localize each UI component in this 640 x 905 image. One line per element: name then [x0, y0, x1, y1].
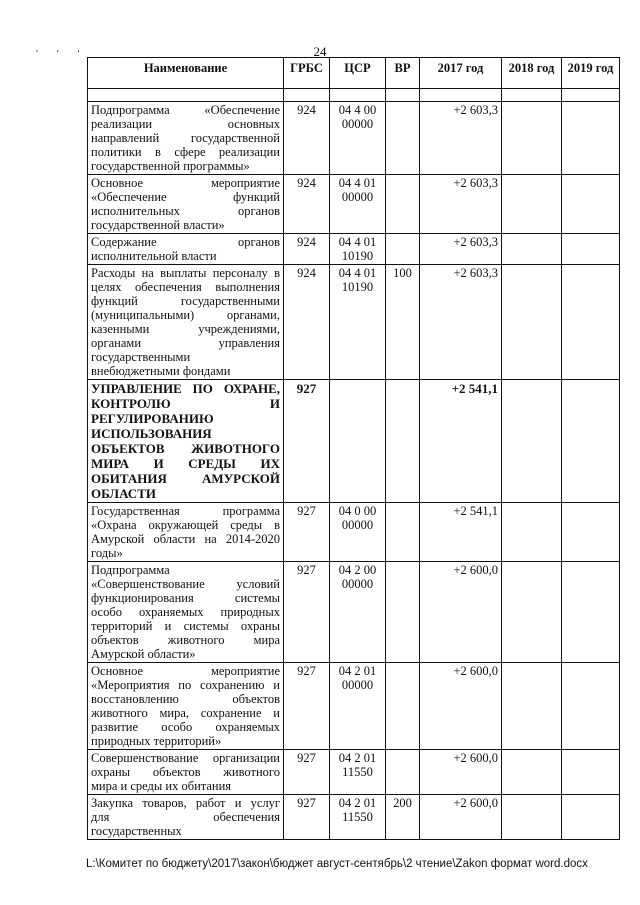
row-name-line: органами управления	[91, 336, 280, 350]
table-row	[88, 503, 620, 562]
row-csr-part: 04 2 01	[338, 751, 377, 765]
row-name-line: развитие особо охраняемых	[91, 720, 280, 734]
row-name-line: исполнительных органов	[91, 204, 280, 218]
table-row	[88, 265, 620, 380]
row-name	[88, 503, 284, 562]
header-grbs: ГРБС	[284, 58, 330, 89]
row-2017: +2 600,0	[420, 795, 502, 840]
table-row	[88, 380, 620, 503]
budget-table	[87, 57, 620, 840]
row-name-line: государственной программы»	[91, 159, 250, 173]
row-name-line: Государственная программа	[91, 504, 280, 518]
row-name-line: функционирования системы	[91, 591, 280, 605]
table-body	[88, 89, 620, 840]
row-csr-part: 00000	[341, 190, 374, 204]
row-grbs: 924	[284, 265, 330, 380]
row-name-line: внебюджетными фондами	[91, 364, 231, 378]
row-vr	[386, 102, 420, 175]
row-name-line: исполнительной власти	[91, 249, 217, 263]
row-csr-part: 00000	[341, 518, 374, 532]
row-2018	[502, 750, 562, 795]
row-name-line: «Совершенствование условий	[91, 577, 280, 591]
row-csr	[330, 663, 386, 750]
row-name-line: УПРАВЛЕНИЕ ПО ОХРАНЕ,	[91, 381, 280, 396]
row-2017: +2 541,1	[420, 380, 502, 503]
row-name-line: «Мероприятия по сохранению и	[91, 678, 280, 692]
row-grbs: 927	[284, 380, 330, 503]
row-csr-part: 04 0 00	[338, 504, 377, 518]
row-csr-part: 11550	[342, 810, 373, 824]
row-name-line: государственных	[91, 824, 182, 838]
row-name-line: особо охраняемых природных	[91, 605, 280, 619]
row-2019	[562, 663, 620, 750]
row-name	[88, 175, 284, 234]
row-csr-part: 11550	[342, 765, 373, 779]
row-name-line: реализации основных	[91, 117, 280, 131]
row-name-line: Закупка товаров, работ и услуг	[91, 796, 280, 810]
row-name-line: животного мира, сохранение и	[91, 706, 280, 720]
row-name	[88, 663, 284, 750]
header-2018: 2018 год	[502, 58, 562, 89]
row-grbs: 924	[284, 102, 330, 175]
row-2018	[502, 663, 562, 750]
row-2018	[502, 795, 562, 840]
row-vr	[386, 234, 420, 265]
row-name	[88, 234, 284, 265]
row-csr	[330, 562, 386, 663]
row-name-line: (муниципальными) органами,	[91, 308, 280, 322]
row-2019	[562, 102, 620, 175]
row-name-line: КОНТРОЛЮ И	[91, 396, 280, 411]
row-2017: +2 541,1	[420, 503, 502, 562]
row-name-line: Расходы на выплаты персоналу в	[91, 266, 280, 280]
row-csr	[330, 380, 386, 503]
row-csr	[330, 234, 386, 265]
row-name-line: ОБЛАСТИ	[91, 486, 156, 501]
row-2017: +2 600,0	[420, 663, 502, 750]
row-csr-part: 10190	[341, 280, 374, 294]
row-name-line: «Обеспечение функций	[91, 190, 280, 204]
row-csr-part: 00000	[341, 678, 374, 692]
row-csr-part: 04 4 01	[338, 235, 377, 249]
row-2017: +2 600,0	[420, 562, 502, 663]
table-row	[88, 102, 620, 175]
row-csr-part: 04 2 01	[338, 664, 377, 678]
row-name-line: Основное мероприятие	[91, 664, 280, 678]
row-name-line: казенными учреждениями,	[91, 322, 280, 336]
row-2019	[562, 562, 620, 663]
row-2018	[502, 503, 562, 562]
row-name	[88, 562, 284, 663]
header-csr: ЦСР	[330, 58, 386, 89]
row-name-line: объектов животного мира	[91, 633, 280, 647]
spacer-row	[88, 89, 620, 102]
row-csr	[330, 750, 386, 795]
row-name-line: ОБИТАНИЯ АМУРСКОЙ	[91, 471, 280, 486]
table-row	[88, 795, 620, 840]
row-2018	[502, 234, 562, 265]
row-name-line: РЕГУЛИРОВАНИЮ	[91, 411, 214, 426]
header-vr: ВР	[386, 58, 420, 89]
page-number: 24	[313, 44, 327, 59]
row-name-line: Амурской области»	[91, 647, 196, 661]
row-csr	[330, 795, 386, 840]
row-name	[88, 102, 284, 175]
table-row	[88, 750, 620, 795]
row-csr-part: 04 4 00	[338, 103, 377, 117]
row-2018	[502, 175, 562, 234]
row-2017: +2 603,3	[420, 234, 502, 265]
row-2019	[562, 503, 620, 562]
row-2018	[502, 380, 562, 503]
row-name-line: природных территорий»	[91, 734, 222, 748]
row-2017: +2 603,3	[420, 102, 502, 175]
row-2019	[562, 175, 620, 234]
row-csr	[330, 503, 386, 562]
row-name-line: государственными	[91, 350, 191, 364]
row-2018	[502, 102, 562, 175]
row-2019	[562, 234, 620, 265]
table-header-row	[88, 58, 620, 89]
row-name-line: ИСПОЛЬЗОВАНИЯ	[91, 426, 212, 441]
header-name: Наименование	[88, 58, 284, 89]
row-grbs: 924	[284, 234, 330, 265]
table-row	[88, 562, 620, 663]
row-2018	[502, 562, 562, 663]
row-name-line: Основное мероприятие	[91, 176, 280, 190]
row-csr-part: 04 4 01	[338, 176, 377, 190]
row-name-line: мира и среды их обитания	[91, 779, 232, 793]
row-grbs: 927	[284, 562, 330, 663]
row-csr-part: 04 2 00	[338, 563, 377, 577]
table-row	[88, 234, 620, 265]
row-name-line: МИРА И СРЕДЫ ИХ	[91, 456, 280, 471]
row-grbs: 924	[284, 175, 330, 234]
row-name	[88, 265, 284, 380]
row-name-line: «Охрана окружающей среды в	[91, 518, 280, 532]
row-name-line: территорий и системы охраны	[91, 619, 280, 633]
row-name-line: целях обеспечения выполнения	[91, 280, 280, 294]
table-row	[88, 663, 620, 750]
row-csr-part: 04 4 01	[338, 266, 377, 280]
row-csr	[330, 102, 386, 175]
row-name	[88, 380, 284, 503]
row-vr	[386, 562, 420, 663]
row-csr-part: 00000	[341, 117, 374, 131]
row-2017: +2 603,3	[420, 265, 502, 380]
row-grbs: 927	[284, 795, 330, 840]
row-csr-part: 00000	[341, 577, 374, 591]
row-csr	[330, 265, 386, 380]
header-2019: 2019 год	[562, 58, 620, 89]
row-name-line: восстановлению объектов	[91, 692, 280, 706]
row-vr	[386, 175, 420, 234]
table-row	[88, 175, 620, 234]
row-csr-part: 10190	[341, 249, 374, 263]
row-vr	[386, 380, 420, 503]
row-name-line: годы»	[91, 546, 123, 560]
row-vr: 200	[386, 795, 420, 840]
row-csr-part: 04 2 01	[338, 796, 377, 810]
row-name-line: Подпрограмма «Обеспечение	[91, 103, 280, 117]
row-name-line: Совершенствование организации	[91, 751, 280, 765]
row-name-line: ОБЪЕКТОВ ЖИВОТНОГО	[91, 441, 280, 456]
row-name	[88, 750, 284, 795]
row-name-line: направлений государственной	[91, 131, 280, 145]
row-2017: +2 600,0	[420, 750, 502, 795]
row-name-line: политики в сфере реализации	[91, 145, 280, 159]
row-name-line: охраны объектов животного	[91, 765, 280, 779]
row-2019	[562, 795, 620, 840]
row-grbs: 927	[284, 663, 330, 750]
row-name-line: Содержание органов	[91, 235, 280, 249]
row-2019	[562, 265, 620, 380]
row-2018	[502, 265, 562, 380]
margin-marks: ' ' '	[36, 48, 88, 60]
row-name-line: государственной власти»	[91, 218, 225, 232]
row-vr: 100	[386, 265, 420, 380]
row-name-line: Амурской области на 2014-2020	[91, 532, 280, 546]
row-vr	[386, 663, 420, 750]
row-2019	[562, 750, 620, 795]
row-2019	[562, 380, 620, 503]
row-grbs: 927	[284, 750, 330, 795]
row-vr	[386, 503, 420, 562]
row-csr	[330, 175, 386, 234]
header-2017: 2017 год	[420, 58, 502, 89]
row-grbs: 927	[284, 503, 330, 562]
row-vr	[386, 750, 420, 795]
row-name-line: Подпрограмма	[91, 563, 170, 577]
row-name-line: для обеспечения	[91, 810, 280, 824]
row-name-line: функций государственными	[91, 294, 280, 308]
row-name	[88, 795, 284, 840]
file-path-footer: L:\Комитет по бюджету\2017\закон\бюджет август-сентябрь\2 чтение\Zakon формат word.docx	[86, 858, 588, 870]
row-2017: +2 603,3	[420, 175, 502, 234]
